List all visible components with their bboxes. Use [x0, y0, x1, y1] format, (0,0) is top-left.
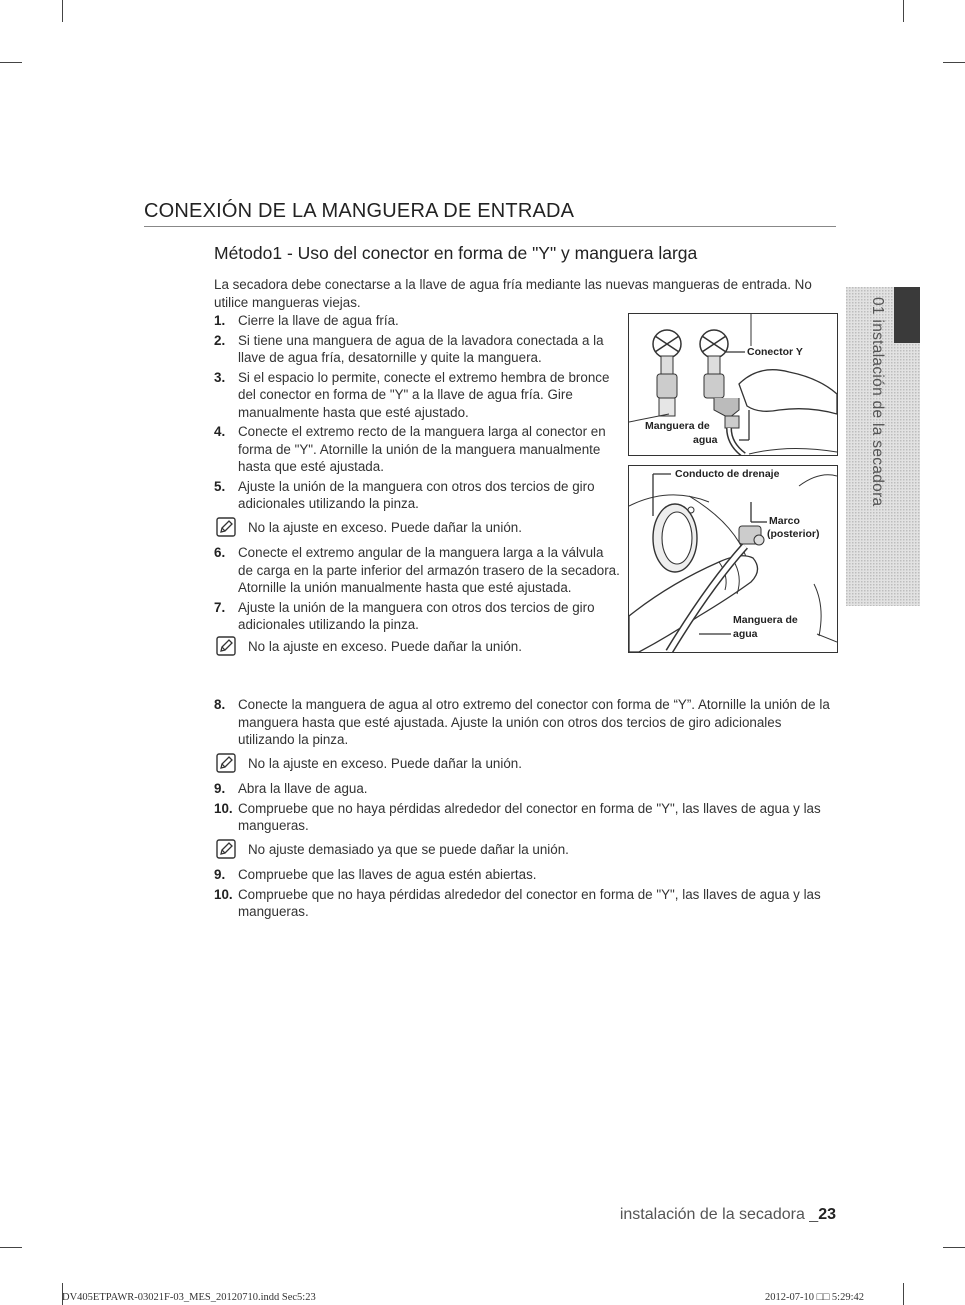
step-9: 9. Abra la llave de agua. — [214, 781, 368, 796]
method-subtitle: Método1 - Uso del conector en forma de "Y" y manguera larga — [214, 243, 698, 263]
step-1: 1. Cierre la llave de agua fría. — [214, 313, 399, 328]
label-drain-duct: Conducto de drenaje — [675, 468, 780, 480]
section-title: CONEXIÓN DE LA MANGUERA DE ENTRADA — [144, 200, 575, 222]
crop-mark-right-top — [943, 62, 965, 63]
page-number: 23 — [818, 1206, 836, 1223]
crop-mark-bottom-right — [903, 1283, 904, 1305]
crop-mark-top-right — [903, 0, 904, 22]
chapter-side-tab — [846, 287, 920, 606]
print-slug-right: 2012-07-10 □□ 5:29:42 — [765, 1292, 865, 1303]
crop-mark-left-bottom — [0, 1247, 22, 1248]
label-hose-1: Manguera de — [733, 614, 798, 626]
print-slug-left: DV405ETPAWR-03021F-03_MES_20120710.indd Sec5:23 — [62, 1292, 316, 1303]
note-3: No la ajuste en exceso. Puede dañar la unión. — [216, 755, 836, 773]
step-8: 8. Conecte la manguera de agua al otro extremo del conector con forma de “Y”. Atornille la unión de la manguera hasta que esté ajustada. Ajuste la unión con otros dos tercios de giro adicionales utilizando la pinza. — [214, 697, 830, 747]
label-frame: Marco — [769, 515, 800, 527]
step-2: 2. Si tiene una manguera de agua de la lavadora conectada a la llave de agua fría, desatornille y quite la manguera. — [214, 332, 604, 365]
step-10: 10. Compruebe que no haya pérdidas alrededor del conector en forma de "Y", las llaves de agua y las mangueras. — [214, 800, 821, 833]
step-6: 6. Conecte el extremo angular de la manguera larga a la válvula de carga en la parte inferior del armazón trasero de la secadora. Atornille la unión manualmente hasta que esté ajustada. — [214, 545, 620, 595]
page-footer — [620, 1206, 836, 1224]
label-connector-y: Conector Y — [747, 346, 803, 358]
label-hose-1: Manguera de — [645, 420, 710, 432]
note-2: No la ajuste en exceso. Puede dañar la unión. — [216, 638, 620, 656]
step-7: 7. Ajuste la unión de la manguera con otros dos tercios de giro adicionales utilizando la pinza. — [214, 599, 595, 632]
steps-column — [214, 312, 620, 663]
footer-text: instalación de la secadora _ — [619, 1206, 819, 1223]
crop-mark-right-bottom — [943, 1247, 965, 1248]
crop-mark-left-top — [0, 62, 22, 63]
faucet-illustration — [629, 314, 837, 455]
side-tab-label: 01 instalación de la secadora — [869, 297, 886, 507]
step-5: 5. Ajuste la unión de la manguera con otros dos tercios de giro adicionales utilizando la pinza. — [214, 478, 595, 511]
step-4: 4. Conecte el extremo recto de la manguera larga al conector en forma de "Y". Atornille la unión de la manguera manualmente hasta que esté ajustada. — [214, 424, 606, 474]
label-frame-rear: (posterior) — [767, 528, 820, 540]
note-4: No ajuste demasiado ya que se puede dañar la unión. — [216, 841, 836, 859]
steps-wide-column — [214, 696, 836, 923]
step-3: 3. Si el espacio lo permite, conecte el extremo hembra de bronce del conector en forma de "Y" a la llave de agua fría. Gire manualmente hasta que esté ajustado. — [214, 369, 610, 420]
figure-y-connector — [628, 313, 838, 456]
note-pencil-icon — [216, 839, 236, 859]
note-pencil-icon — [216, 636, 236, 656]
crop-mark-top-left — [62, 0, 63, 22]
label-hose-2: agua — [693, 434, 718, 446]
intro-paragraph: La secadora debe conectarse a la llave de agua fría mediante las nuevas mangueras de entrada. No utilice mangueras viejas. — [214, 277, 812, 310]
figure-dryer-rear — [628, 465, 838, 653]
label-hose-2: agua — [733, 628, 758, 640]
step-9-b: 9. Compruebe que las llaves de agua estén abiertas. — [214, 867, 537, 882]
step-10-b: 10. Compruebe que no haya pérdidas alrededor del conector en forma de "Y", las llaves de agua y las mangueras. — [214, 886, 821, 919]
note-1: No la ajuste en exceso. Puede dañar la unión. — [216, 519, 620, 537]
title-rule — [144, 226, 836, 227]
note-pencil-icon — [216, 517, 236, 537]
note-pencil-icon — [216, 753, 236, 773]
